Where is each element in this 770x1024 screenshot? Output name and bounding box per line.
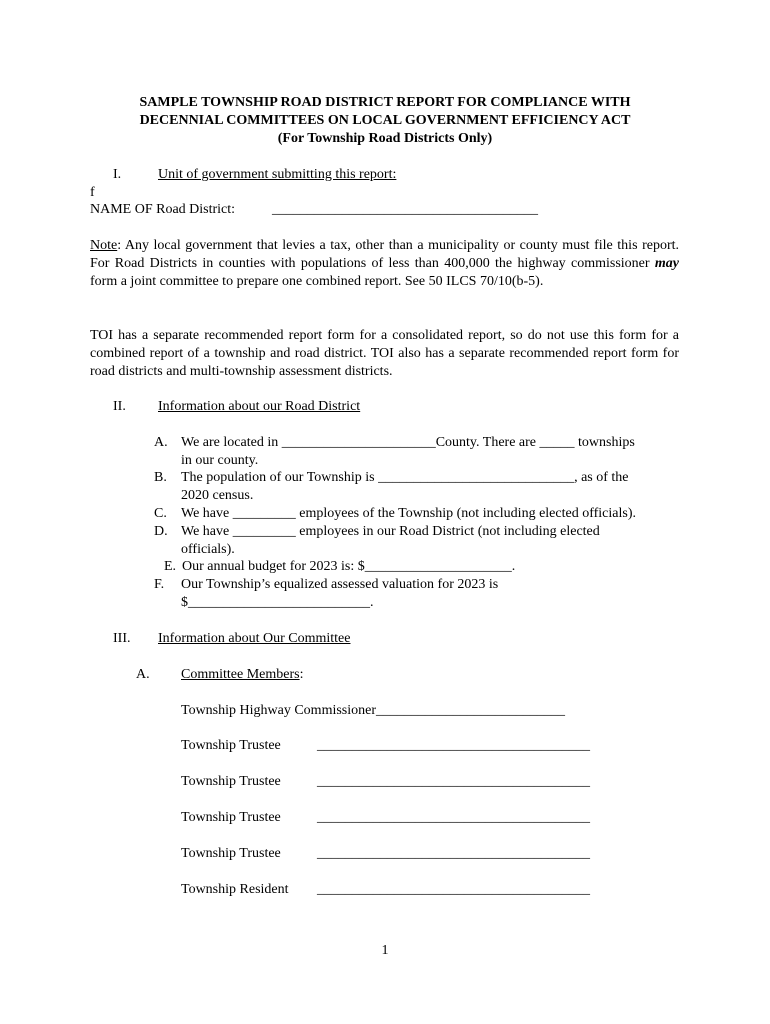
committee-members-heading: [181, 666, 303, 684]
road-district-name-blank: ______________________________________: [272, 202, 538, 217]
list-item-line-2: 2020 census.: [181, 488, 254, 503]
list-item-mark: A.: [154, 435, 168, 450]
committee-member-label: Township Trustee: [181, 738, 281, 753]
committee-member-label: Township Trustee: [181, 774, 281, 789]
list-item-mark: F.: [154, 577, 165, 592]
section-2-heading: Information about our Road District: [158, 399, 361, 414]
page-number: 1: [381, 943, 389, 958]
list-item-mark: C.: [154, 506, 167, 521]
committee-member-blank: _______________________________________: [317, 810, 590, 825]
list-item-mark: E.: [164, 559, 177, 574]
toi-paragraph-text: TOI has a separate recommended report form for a consolidated report, so do not use this form for a combined report of a township and road district. TOI also has a separate recommended report form for road districts and multi-township assessment districts.: [90, 328, 679, 379]
committee-member-blank: _______________________________________: [317, 882, 590, 897]
list-item-line-1: Our annual budget for 2023 is: $_____________________.: [182, 559, 516, 574]
title-line-2: DECENNIAL COMMITTEES ON LOCAL GOVERNMENT EFFICIENCY ACT: [139, 113, 631, 128]
list-item-mark: B.: [154, 470, 167, 485]
committee-member-label: Township Trustee: [181, 846, 281, 861]
list-item-line-2: $__________________________.: [181, 595, 374, 610]
committee-member-blank: _______________________________________: [317, 846, 590, 861]
road-district-name-label: NAME OF Road District:: [90, 202, 236, 217]
section-1-heading: Unit of government submitting this report:: [158, 167, 397, 182]
committee-member-blank: _______________________________________: [317, 738, 590, 753]
note-text-before: : Any local government that levies a tax, other than a municipality or county must file this report. For Road Districts in counties with populations of less than 400,000 the highway commissioner: [90, 238, 679, 271]
list-item-line-2: in our county.: [181, 453, 259, 468]
note-text-after: form a joint committee to prepare one combined report. See 50 ILCS 70/10(b-5).: [90, 274, 544, 289]
title-line-3: (For Township Road Districts Only): [277, 131, 493, 146]
title-line-1: SAMPLE TOWNSHIP ROAD DISTRICT REPORT FOR COMPLIANCE WITH: [139, 95, 631, 110]
toi-paragraph: [90, 327, 679, 381]
section-3-heading: Information about Our Committee: [158, 631, 351, 646]
committee-members-heading-text: Committee Members: [181, 667, 300, 682]
note-emphasis: may: [654, 256, 679, 271]
list-item-line-1: We have _________ employees of the Township (not including elected officials).: [181, 506, 636, 521]
subsection-a-mark: A.: [136, 667, 150, 682]
note-paragraph: [90, 237, 679, 291]
committee-members-colon: :: [299, 667, 304, 682]
section-3-numeral: III.: [113, 631, 131, 646]
note-label: Note: [90, 238, 118, 253]
committee-member-label: Township Resident: [181, 882, 289, 897]
list-item-line-1: We are located in ______________________County. There are _____ townships: [181, 435, 635, 450]
document-title: [90, 94, 680, 148]
committee-member-label: Township Trustee: [181, 810, 281, 825]
list-item-line-1: Our Township’s equalized assessed valuation for 2023 is: [181, 577, 499, 592]
list-item-line-1: We have _________ employees in our Road District (not including elected: [181, 524, 600, 539]
list-item-line-2: officials).: [181, 542, 235, 557]
section-1-numeral: I.: [113, 167, 122, 182]
list-item-mark: D.: [154, 524, 168, 539]
stray-character: f: [90, 185, 95, 200]
highway-commissioner-line: Township Highway Commissioner___________________________: [181, 703, 566, 718]
list-item-line-1: The population of our Township is ____________________________, as of the: [181, 470, 629, 485]
section-2-numeral: II.: [113, 399, 126, 414]
committee-member-blank: _______________________________________: [317, 774, 590, 789]
